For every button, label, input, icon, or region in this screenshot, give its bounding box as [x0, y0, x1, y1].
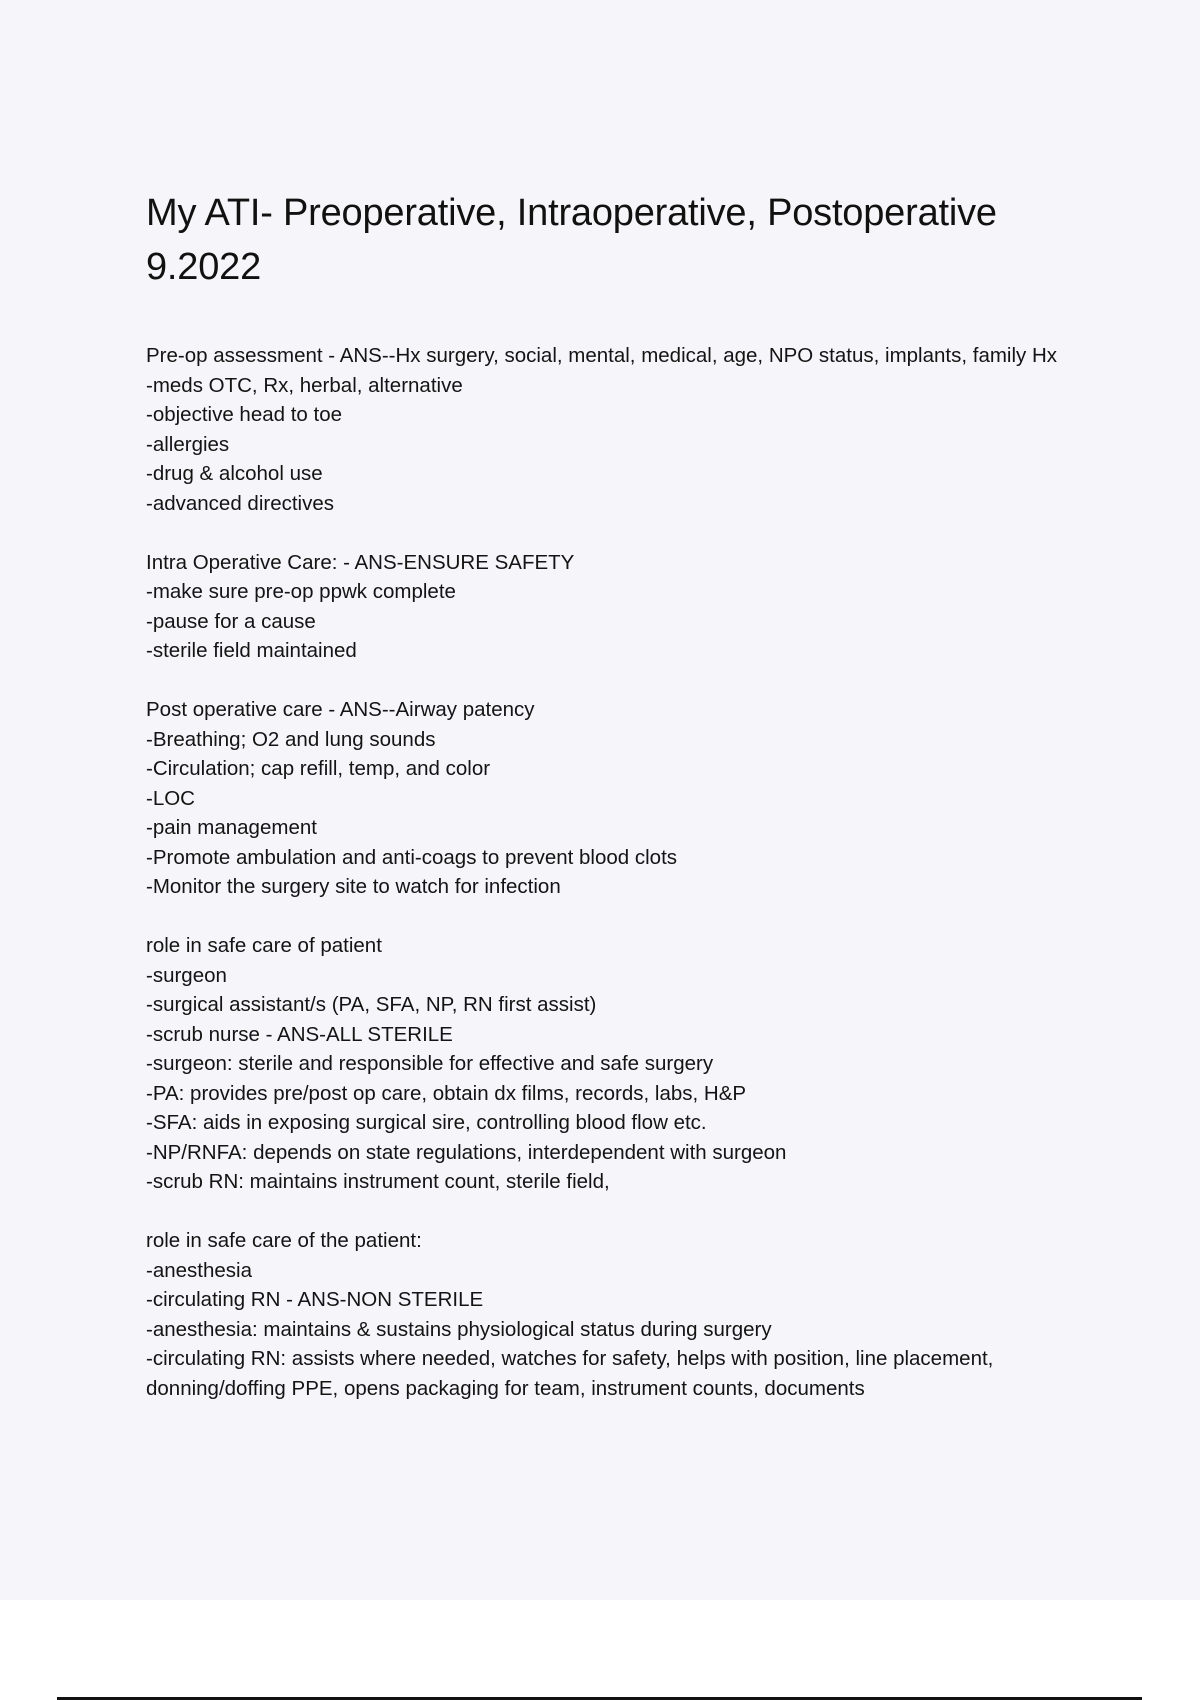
- list-item: -pain management: [146, 816, 317, 839]
- document-title: My ATI- Preoperative, Intraoperative, Postoperative 9.2022: [146, 192, 997, 288]
- list-item: -scrub RN: maintains instrument count, sterile field,: [146, 1170, 610, 1193]
- list-item: -circulating RN - ANS-NON STERILE: [146, 1288, 484, 1311]
- list-item: -surgical assistant/s (PA, SFA, NP, RN first assist): [146, 993, 597, 1016]
- list-item: -advanced directives: [146, 491, 335, 515]
- list-item: -scrub nurse - ANS-ALL STERILE: [146, 1022, 453, 1046]
- list-item: -SFA: aids in exposing surgical sire, controlling blood flow etc.: [146, 1111, 707, 1134]
- section-heading: role in safe care of the patient:: [146, 1229, 422, 1252]
- list-item: -anesthesia: [146, 1258, 252, 1282]
- section-roles-sterile: [146, 931, 1096, 1197]
- section-postoperative-care: [146, 695, 1096, 902]
- document-content: [146, 186, 1096, 1433]
- list-item: -PA: provides pre/post op care, obtain dx films, records, labs, H&P: [146, 1081, 747, 1105]
- list-item: -allergies: [146, 432, 230, 456]
- list-item: -objective head to toe: [146, 403, 343, 426]
- section-heading: Post operative care - ANS--Airway patency: [146, 698, 535, 721]
- section-heading: Pre-op assessment - ANS--Hx surgery, social, mental, medical, age, NPO status, implants, family Hx: [146, 344, 1058, 367]
- list-item: -NP/RNFA: depends on state regulations, interdependent with surgeon: [146, 1140, 787, 1164]
- list-item: -LOC: [146, 786, 195, 810]
- list-item: -Promote ambulation and anti-coags to prevent blood clots: [146, 845, 678, 869]
- list-item: -surgeon: sterile and responsible for effective and safe surgery: [146, 1052, 714, 1075]
- section-intraoperative-care: [146, 548, 1096, 666]
- list-item: -surgeon: [146, 963, 227, 987]
- list-item: -pause for a cause: [146, 609, 316, 633]
- section-heading: Intra Operative Care: - ANS-ENSURE SAFETY: [146, 550, 575, 574]
- list-item: -Breathing; O2 and lung sounds: [146, 727, 436, 751]
- list-item: -drug & alcohol use: [146, 462, 323, 485]
- section-roles-non-sterile: [146, 1226, 1096, 1403]
- document-sections: [146, 341, 1096, 1403]
- list-item: -Circulation; cap refill, temp, and color: [146, 757, 491, 780]
- list-item: -meds OTC, Rx, herbal, alternative: [146, 373, 463, 397]
- section-preop-assessment: [146, 341, 1096, 518]
- list-item: -make sure pre-op ppwk complete: [146, 580, 456, 603]
- list-item: -circulating RN: assists where needed, watches for safety, helps with position, line placement, donning/doffing PPE, opens packaging for team, instrument counts, documents: [146, 1347, 994, 1400]
- section-heading: role in safe care of patient: [146, 934, 382, 957]
- list-item: -sterile field maintained: [146, 639, 357, 662]
- list-item: -anesthesia: maintains & sustains physiological status during surgery: [146, 1317, 772, 1341]
- list-item: -Monitor the surgery site to watch for infection: [146, 875, 561, 898]
